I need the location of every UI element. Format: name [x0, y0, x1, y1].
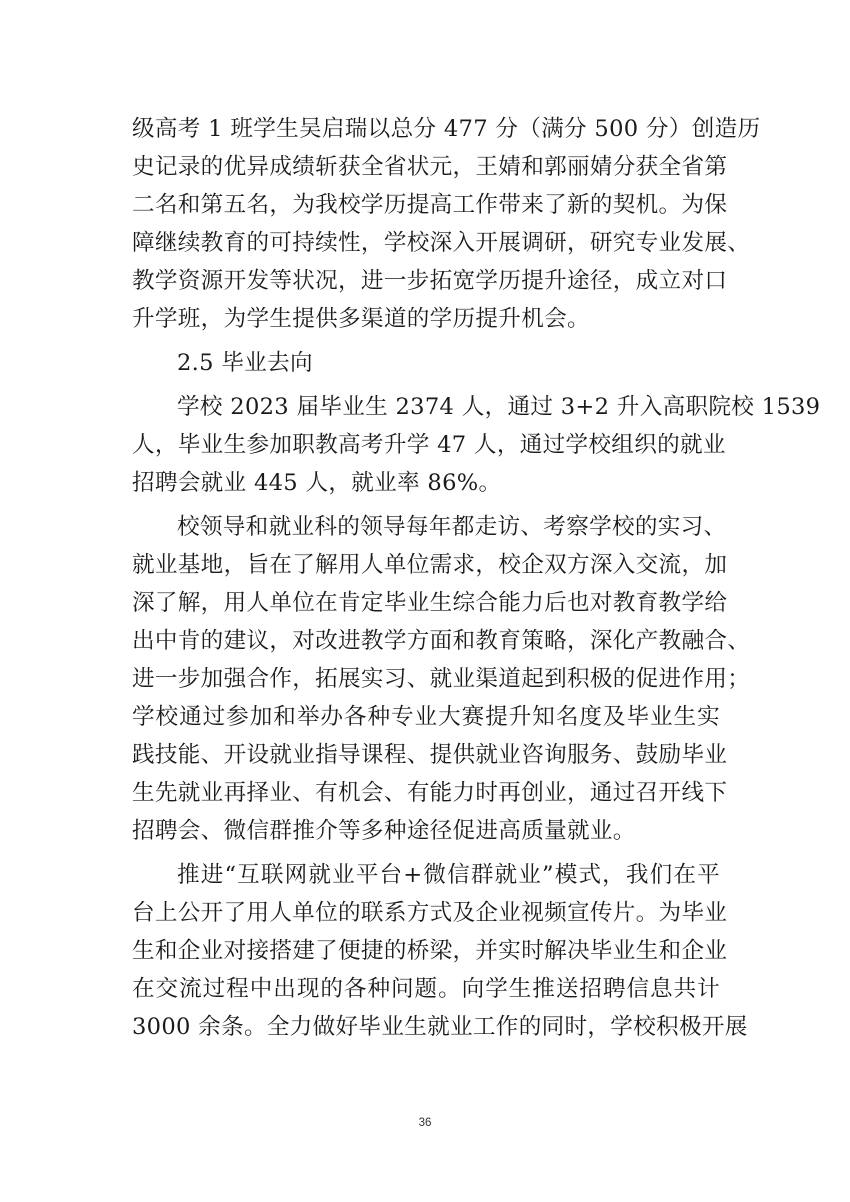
text-line: 3000 余条。全力做好毕业生就业工作的同时，学校积极开展	[132, 1014, 748, 1040]
text-line: 出中肯的建议，对改进教学方面和教育策略，深化产教融合、	[132, 628, 751, 654]
text-line: 级高考 1 班学生吴启瑞以总分 477 分（满分 500 分）创造历	[132, 116, 761, 142]
paragraph-internet-platform	[132, 856, 748, 1046]
text-line: 台上公开了用人单位的联系方式及企业视频宣传片。为毕业	[132, 900, 728, 926]
text-line: 就业基地，旨在了解用人单位需求，校企双方深入交流，加	[132, 552, 728, 578]
text-line: 深了解，用人单位在肯定毕业生综合能力后也对教育教学给	[132, 590, 728, 616]
text-line: 推进“互联网就业平台+微信群就业”模式，我们在平	[177, 862, 720, 888]
text-line: 学校 2023 届毕业生 2374 人，通过 3+2 升入高职院校 1539	[177, 394, 821, 420]
text-line: 践技能、开设就业指导课程、提供就业咨询服务、鼓励毕业	[132, 742, 728, 768]
document-body	[132, 110, 821, 1046]
text-line: 障继续教育的可持续性，学校深入开展调研，研究专业发展、	[132, 230, 751, 256]
text-line: 学校通过参加和举办各种专业大赛提升知名度及毕业生实	[132, 704, 720, 730]
paragraph-continuation	[132, 110, 761, 338]
page-number: 36	[418, 1117, 432, 1129]
paragraph-graduate-destination	[132, 388, 821, 502]
text-line: 招聘会、微信群推介等多种途径促进高质量就业。	[132, 818, 636, 844]
text-line: 二名和第五名，为我校学历提高工作带来了新的契机。为保	[132, 192, 728, 218]
text-line: 人，毕业生参加职教高考升学 47 人，通过学校组织的就业	[132, 432, 726, 458]
text-line: 在交流过程中出现的各种问题。向学生推送招聘信息共计	[132, 976, 720, 1002]
text-line: 生先就业再择业、有机会、有能力时再创业，通过召开线下	[132, 780, 728, 806]
text-line: 生和企业对接搭建了便捷的桥梁，并实时解决毕业生和企业	[132, 938, 728, 964]
text-line: 升学班，为学生提供多渠道的学历提升机会。	[132, 306, 590, 332]
text-line: 史记录的优异成绩斩获全省状元，王婧和郭丽婧分获全省第	[132, 154, 728, 180]
text-line: 教学资源开发等状况，进一步拓宽学历提升途径，成立对口	[132, 268, 728, 294]
text-line: 进一步加强合作，拓展实习、就业渠道起到积极的促进作用；	[132, 666, 751, 692]
text-line: 校领导和就业科的领导每年都走访、考察学校的实习、	[177, 514, 727, 540]
paragraph-leadership-visits	[132, 508, 751, 850]
text-line: 招聘会就业 445 人，就业率 86%。	[132, 470, 502, 496]
section-heading	[132, 344, 720, 382]
section-heading-text: 2.5 毕业去向	[177, 350, 313, 376]
